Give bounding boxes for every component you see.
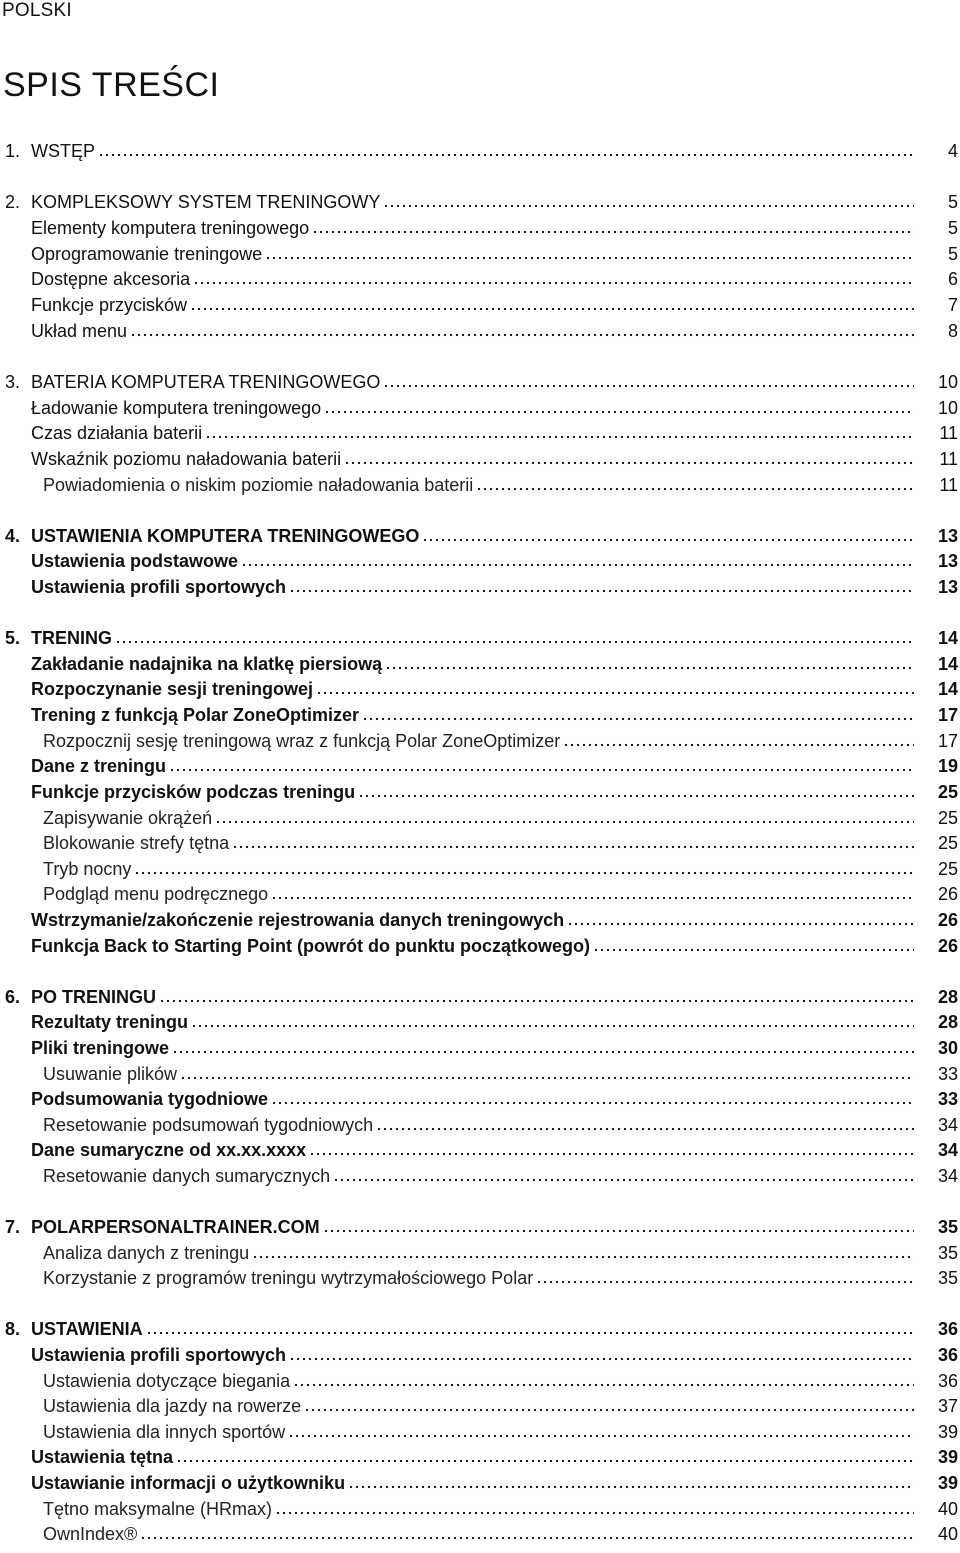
toc-entry-label: KOMPLEKSOWY SYSTEM TRENINGOWY — [31, 192, 381, 212]
toc-entry[interactable] — [0, 1215, 960, 1239]
toc-entry-label: Oprogramowanie treningowe — [31, 244, 263, 264]
toc-entry-label: Podsumowania tygodniowe — [31, 1089, 269, 1109]
toc-entry-page-number: 40 — [937, 1499, 958, 1519]
toc-entry-number: 6. — [5, 987, 21, 1007]
toc-entry-page-number: 35 — [937, 1217, 958, 1237]
toc-entry[interactable] — [0, 1394, 960, 1418]
dot-leader — [348, 1473, 914, 1489]
toc-entry-page-number: 7 — [947, 295, 958, 315]
toc-entry-label: USTAWIENIA — [31, 1319, 143, 1339]
toc-entry[interactable] — [0, 370, 960, 394]
toc-entry-label: Podgląd menu podręcznego — [43, 884, 269, 904]
toc-entry[interactable] — [0, 421, 960, 445]
dot-leader — [172, 1038, 914, 1054]
toc-entry-page-number: 11 — [939, 449, 958, 469]
toc-entry-label: Resetowanie danych sumarycznych — [43, 1166, 331, 1186]
dot-leader — [344, 449, 914, 465]
dot-leader — [169, 756, 914, 772]
toc-entry-label: Tryb nocny — [43, 859, 132, 879]
toc-entry-label: Wstrzymanie/zakończenie rejestrowania danych treningowych — [31, 910, 565, 930]
toc-entry-page-number: 5 — [947, 218, 958, 238]
toc-entry-label: Wskaźnik poziomu naładowania baterii — [31, 449, 342, 469]
toc-entry-page-number: 26 — [937, 910, 958, 930]
toc-entry[interactable] — [0, 1343, 960, 1367]
toc-entry-label: Czas działania baterii — [31, 423, 203, 443]
toc-entry-label: Powiadomienia o niskim poziomie naładowania baterii — [43, 475, 474, 495]
toc-entry[interactable] — [0, 882, 960, 906]
toc-entry-label: Usuwanie plików — [43, 1064, 178, 1084]
toc-entry-page-number: 39 — [937, 1422, 958, 1442]
toc-entry-page-number: 25 — [937, 833, 958, 853]
toc-entry-page-number: 14 — [937, 679, 958, 699]
dot-leader — [563, 731, 914, 747]
toc-entry[interactable] — [0, 1164, 960, 1188]
toc-entry-label: Trening z funkcją Polar ZoneOptimizer — [31, 705, 360, 725]
toc-entry[interactable] — [0, 293, 960, 317]
dot-leader — [358, 782, 914, 798]
language-header: POLSKI — [2, 0, 72, 21]
toc-entry-page-number: 37 — [937, 1396, 958, 1416]
toc-entry-page-number: 25 — [937, 808, 958, 828]
dot-leader — [362, 705, 914, 721]
toc-entry[interactable] — [0, 396, 960, 420]
toc-entry-number: 1. — [5, 141, 21, 161]
dot-leader — [193, 269, 914, 285]
toc-entry[interactable] — [0, 139, 960, 163]
toc-entry[interactable] — [0, 473, 960, 497]
toc-entry-label: Ustawienia tętna — [31, 1447, 174, 1467]
toc-entry-label: Funkcje przycisków podczas treningu — [31, 782, 356, 802]
dot-leader — [115, 628, 914, 644]
toc-entry-page-number: 11 — [939, 475, 958, 495]
toc-entry-label: BATERIA KOMPUTERA TRENINGOWEGO — [31, 372, 381, 392]
toc-entry-label: Rozpocznij sesję treningową wraz z funkcją Polar ZoneOptimizer — [43, 731, 561, 751]
toc-entry-label: Resetowanie podsumowań tygodniowych — [43, 1115, 374, 1135]
toc-entry-label: Ustawienia profili sportowych — [31, 577, 287, 597]
dot-leader — [289, 1345, 914, 1361]
toc-entry[interactable] — [0, 934, 960, 958]
toc-entry[interactable] — [0, 1471, 960, 1495]
dot-leader — [275, 1499, 914, 1515]
toc-entry-label: Rezultaty treningu — [31, 1012, 189, 1032]
toc-entry[interactable] — [0, 677, 960, 701]
toc-entry-page-number: 30 — [937, 1038, 958, 1058]
dot-leader — [191, 1012, 914, 1028]
toc-entry[interactable] — [0, 1036, 960, 1060]
toc-entry-label: Ustawienia dla jazdy na rowerze — [43, 1396, 302, 1416]
toc-entry-page-number: 39 — [937, 1473, 958, 1493]
toc-entry-label: Dostępne akcesoria — [31, 269, 191, 289]
toc-entry[interactable] — [0, 754, 960, 778]
dot-leader — [476, 475, 914, 491]
toc-entry-page-number: 11 — [939, 423, 958, 443]
toc-entry-page-number: 28 — [937, 987, 958, 1007]
dot-leader — [232, 833, 914, 849]
toc-entry-page-number: 13 — [937, 551, 958, 571]
dot-leader — [271, 1089, 914, 1105]
dot-leader — [159, 987, 914, 1003]
page-title: SPIS TREŚCI — [3, 66, 220, 104]
toc-entry-page-number: 10 — [937, 372, 958, 392]
toc-entry[interactable] — [0, 1266, 960, 1290]
toc-entry-page-number: 36 — [937, 1371, 958, 1391]
toc-entry[interactable] — [0, 1317, 960, 1341]
toc-entry[interactable] — [0, 985, 960, 1009]
toc-entry[interactable] — [0, 652, 960, 676]
toc-entry[interactable] — [0, 549, 960, 573]
dot-leader — [383, 372, 914, 388]
toc-entry-page-number: 17 — [937, 731, 958, 751]
toc-entry[interactable] — [0, 831, 960, 855]
toc-entry-number: 5. — [5, 628, 21, 648]
dot-leader — [593, 936, 914, 952]
dot-leader — [304, 1396, 914, 1412]
dot-leader — [265, 244, 914, 260]
dot-leader — [312, 218, 914, 234]
toc-entry-number: 7. — [5, 1217, 21, 1237]
toc-entry-label: Pliki treningowe — [31, 1038, 170, 1058]
dot-leader — [241, 551, 914, 567]
toc-entry[interactable] — [0, 1087, 960, 1111]
toc-entry[interactable] — [0, 1445, 960, 1469]
toc-entry-page-number: 34 — [937, 1166, 958, 1186]
dot-leader — [134, 859, 914, 875]
dot-leader — [333, 1166, 914, 1182]
toc-entry-page-number: 5 — [947, 192, 958, 212]
dot-leader — [98, 141, 914, 157]
toc-entry-label: Ustawienia dotyczące biegania — [43, 1371, 291, 1391]
toc-entry[interactable] — [0, 575, 960, 599]
dot-leader — [130, 321, 914, 337]
toc-entry-page-number: 13 — [937, 526, 958, 546]
toc-entry-label: Funkcje przycisków — [31, 295, 188, 315]
dot-leader — [536, 1268, 914, 1284]
toc-entry-page-number: 8 — [947, 321, 958, 341]
dot-leader — [176, 1447, 914, 1463]
toc-entry-page-number: 17 — [937, 705, 958, 725]
toc-entry-label: Ustawienia dla innych sportów — [43, 1422, 286, 1442]
toc-entry-page-number: 25 — [937, 782, 958, 802]
dot-leader — [146, 1319, 914, 1335]
toc-entry-page-number: 14 — [937, 654, 958, 674]
dot-leader — [140, 1524, 914, 1540]
toc-entry[interactable] — [0, 729, 960, 753]
toc-entry-page-number: 33 — [937, 1089, 958, 1109]
toc-entry-page-number: 26 — [937, 884, 958, 904]
toc-entry-page-number: 34 — [937, 1140, 958, 1160]
dot-leader — [422, 526, 914, 542]
toc-entry-label: Dane sumaryczne od xx.xx.xxxx — [31, 1140, 307, 1160]
dot-leader — [205, 423, 914, 439]
toc-entry[interactable] — [0, 1522, 960, 1546]
toc-entry[interactable] — [0, 908, 960, 932]
toc-entry-label: Blokowanie strefy tętna — [43, 833, 230, 853]
dot-leader — [385, 654, 914, 670]
dot-leader — [323, 1217, 914, 1233]
dot-leader — [324, 398, 914, 414]
toc-entry[interactable] — [0, 216, 960, 240]
toc-entry-label: PO TRENINGU — [31, 987, 157, 1007]
toc-entry-number: 3. — [5, 372, 21, 392]
dot-leader — [190, 295, 914, 311]
toc-entry-page-number: 35 — [937, 1268, 958, 1288]
toc-entry-number: 2. — [5, 192, 21, 212]
toc-entry-page-number: 34 — [937, 1115, 958, 1135]
toc-entry-page-number: 40 — [937, 1524, 958, 1544]
toc-entry-page-number: 4 — [947, 141, 958, 161]
toc-entry-label: Korzystanie z programów treningu wytrzymałościowego Polar — [43, 1268, 534, 1288]
toc-entry[interactable] — [0, 1420, 960, 1444]
toc-entry-label: Ustawienia podstawowe — [31, 551, 239, 571]
dot-leader — [376, 1115, 914, 1131]
toc-entry-page-number: 6 — [947, 269, 958, 289]
toc-entry[interactable] — [0, 524, 960, 548]
toc-entry-label: Funkcja Back to Starting Point (powrót do punktu początkowego) — [31, 936, 591, 956]
toc-entry[interactable] — [0, 1138, 960, 1162]
toc-entry-page-number: 19 — [937, 756, 958, 776]
toc-entry-page-number: 35 — [937, 1243, 958, 1263]
toc-entry[interactable] — [0, 242, 960, 266]
toc-entry-page-number: 13 — [937, 577, 958, 597]
toc-entry-label: Ustawianie informacji o użytkowniku — [31, 1473, 346, 1493]
toc-entry-page-number: 14 — [937, 628, 958, 648]
dot-leader — [383, 192, 914, 208]
toc-entry-label: Rozpoczynanie sesji treningowej — [31, 679, 314, 699]
toc-entry[interactable] — [0, 780, 960, 804]
toc-entry-page-number: 5 — [947, 244, 958, 264]
toc-entry-page-number: 39 — [937, 1447, 958, 1467]
toc-entry[interactable] — [0, 1241, 960, 1265]
toc-entry-page-number: 10 — [937, 398, 958, 418]
toc-entry-page-number: 33 — [937, 1064, 958, 1084]
dot-leader — [567, 910, 914, 926]
toc-entry-label: TRENING — [31, 628, 112, 648]
toc-entry[interactable] — [0, 703, 960, 727]
toc-entry[interactable] — [0, 190, 960, 214]
toc-entry[interactable] — [0, 626, 960, 650]
toc-entry-page-number: 36 — [937, 1345, 958, 1365]
toc-entry-label: Dane z treningu — [31, 756, 167, 776]
dot-leader — [293, 1371, 914, 1387]
toc-entry-label: Elementy komputera treningowego — [31, 218, 310, 238]
toc-entry-page-number: 26 — [937, 936, 958, 956]
toc-entry[interactable] — [0, 319, 960, 343]
dot-leader — [180, 1064, 914, 1080]
toc-entry[interactable] — [0, 267, 960, 291]
toc-entry[interactable] — [0, 1497, 960, 1521]
dot-leader — [271, 884, 914, 900]
dot-leader — [309, 1140, 914, 1156]
toc-entry-label: WSTĘP — [31, 141, 96, 161]
dot-leader — [288, 1422, 914, 1438]
toc-entry-label: POLARPERSONALTRAINER.COM — [31, 1217, 320, 1237]
toc-entry-label: Ładowanie komputera treningowego — [31, 398, 322, 418]
toc-entry-page-number: 25 — [937, 859, 958, 879]
dot-leader — [215, 808, 914, 824]
toc-entry-label: Układ menu — [31, 321, 128, 341]
toc-entry[interactable] — [0, 1010, 960, 1034]
toc-entry[interactable] — [0, 1369, 960, 1393]
toc-entry[interactable] — [0, 447, 960, 471]
dot-leader — [252, 1243, 914, 1259]
toc-entry-label: Analiza danych z treningu — [43, 1243, 250, 1263]
toc-entry-label: OwnIndex® — [43, 1524, 138, 1544]
dot-leader — [289, 577, 914, 593]
dot-leader — [316, 679, 914, 695]
toc-entry[interactable] — [0, 1113, 960, 1137]
toc-entry[interactable] — [0, 857, 960, 881]
toc-entry-number: 8. — [5, 1319, 21, 1339]
toc-entry-label: USTAWIENIA KOMPUTERA TRENINGOWEGO — [31, 526, 420, 546]
toc-entry-label: Tętno maksymalne (HRmax) — [43, 1499, 273, 1519]
toc-entry-label: Ustawienia profili sportowych — [31, 1345, 287, 1365]
toc-entry-page-number: 28 — [937, 1012, 958, 1032]
toc-entry-label: Zakładanie nadajnika na klatkę piersiową — [31, 654, 383, 674]
toc-entry[interactable] — [0, 806, 960, 830]
toc-entry-label: Zapisywanie okrążeń — [43, 808, 213, 828]
toc-entry-page-number: 36 — [937, 1319, 958, 1339]
toc-entry[interactable] — [0, 1062, 960, 1086]
toc-entry-number: 4. — [5, 526, 21, 546]
